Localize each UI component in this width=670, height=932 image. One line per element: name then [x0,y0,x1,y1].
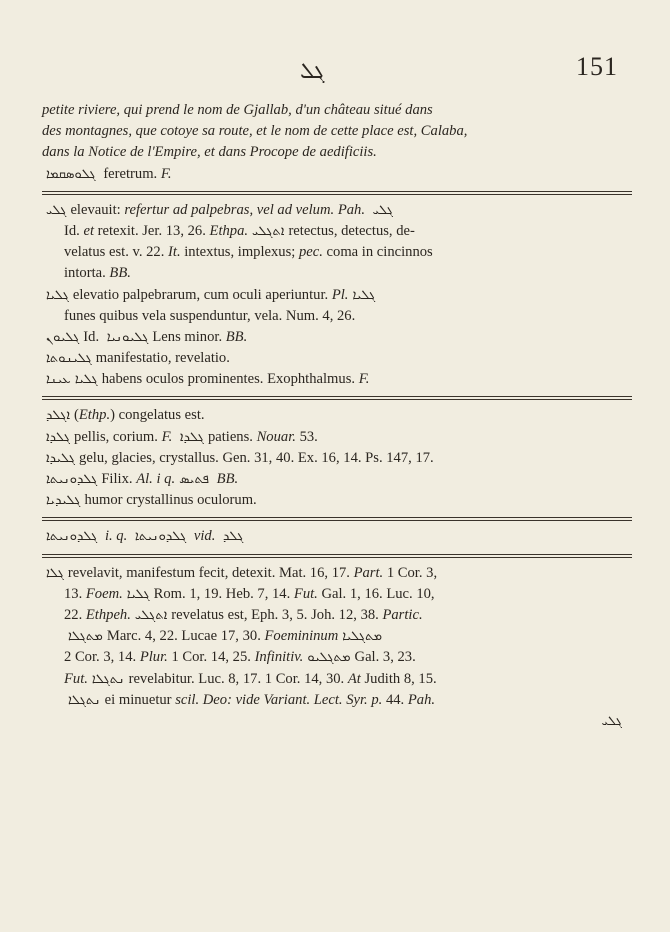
italic-text: vid. [190,528,219,545]
syriac-headword: ܓܠܐ [46,565,64,581]
entry-line [42,563,632,584]
entry-text: 44. [382,691,408,708]
syriac-word: ܦܬܝܣ [179,472,209,487]
entry-line [42,327,632,348]
entry-text: 13. [64,585,86,602]
syriac-word: ܡܬܓܠܐ [68,629,103,645]
entry-text: patiens. [207,428,257,445]
entry-text: Filix. [101,471,137,487]
italic-text: Partic. [382,606,423,623]
entry-text: Id. [83,328,103,345]
section-b [42,405,632,511]
italic-text: Ethp. [78,407,111,424]
syriac-word: ܓܠܝܐ [352,287,376,303]
syriac-word: ܐܬܓܠܝ [134,607,168,623]
syriac-headword: ܓܠܝܐ ܥܝܢܐ [46,372,98,388]
entry-text: feretrum. [103,165,158,182]
entry-line [42,448,632,469]
italic-text: Ethpeh. [85,606,131,623]
entry-text: intextus, implexus; [180,244,299,261]
entry-line [42,285,632,306]
entry-text: 1 Cor. 3, [383,564,438,581]
syriac-headword: ܓܠܕܐ [46,429,71,445]
intro-line: dans la Notice de l'Empire, et dans Procope de aedificiis. [42,144,377,161]
entry-line [42,526,632,547]
syriac-headword: ܓܠܝܕܐ [46,450,76,466]
italic-text: Infinitiv. [254,649,304,666]
intro-line: petite riviere, qui prend le nom de Gjallab, d'un château situé dans [42,102,433,118]
syriac-word: ܓܠܕ [223,529,244,545]
syriac-word: ܓܠܕܘܢܝܬܐ [134,529,187,545]
entry-text: 2 Cor. 3, 14. [64,649,140,666]
running-headword: ܓܠ [300,58,325,83]
syriac-word: ܡܬܓܠܝܘ [307,650,351,666]
italic-text: At [347,670,361,687]
entry-line [42,605,632,626]
entry-text: Id. [64,222,84,239]
dictionary-text [42,100,632,732]
page-header [0,52,670,92]
syriac-word: ܡܬܓܠܝܐ [342,629,383,645]
section-a [42,200,632,391]
entry-text: elevatio palpebrarum, cum oculi aperiuntur. [72,286,332,303]
entry-text: retectus, detectus, de- [288,222,415,239]
section-divider [42,517,632,521]
entry-text: revelabitur. Luc. 8, 17. 1 Cor. 14, 30. [128,670,348,687]
entry-text: elevauit: [70,201,125,218]
italic-text: It. [168,244,181,261]
italic-text: pec. [298,244,323,261]
syriac-headword: ܓܠܝ [46,202,67,218]
entry-line [42,348,632,369]
entry-text: funes quibus vela suspenduntur, vela. Num. 4, 26. [64,307,356,324]
entry-text: 53. [295,428,318,445]
entry-line [42,647,632,668]
entry-line [42,405,632,426]
entry-line [42,369,632,390]
italic-text: Foemininum [264,628,339,645]
section-divider [42,396,632,400]
syriac-headword: ܓܠܕܘܢܝܬܐ [46,529,98,545]
entry-line [42,584,632,605]
syriac-word: ܐܬܓܠܝ [252,223,285,239]
section-d [42,563,632,711]
entry-line [42,690,632,711]
syriac-headword: ܓܠܝܢܘܬܐ [46,351,92,367]
catchword: ܓܠܝ [601,713,622,729]
italic-text: Al. i q. [136,471,176,487]
entry-text: Gal. 1, 16. Luc. 10, [317,585,435,602]
italic-text: Foem. [85,585,123,602]
section-divider [42,554,632,558]
italic-text: Pah. [407,691,436,708]
italic-text: Fut. [293,585,318,602]
entry-text: Gal. 3, 23. [354,649,416,666]
entry-source: F. [160,165,172,182]
entry-text: gelu, glacies, crystallus. Gen. 31, 40. Ex. 16, 14. Ps. 147, 17. [79,449,434,466]
entry-line [42,221,632,242]
entry-text: ) congelatus est. [110,407,205,424]
entry-text: intorta. [64,265,110,282]
italic-text: BB. [109,265,131,282]
entry-line [42,306,632,327]
entry-line [42,242,632,263]
syriac-word: ܢܬܓܠܐ [68,692,101,708]
syriac-headword: ܓܠܝܕܝܐ [46,493,81,509]
entry-text: habens oculos prominentes. Exophthalmus. [101,371,359,388]
entry-text: ei minuetur [104,691,176,708]
syriac-headword: ܐܓܠܕ [46,408,71,424]
intro-line: des montagnes, que cotoye sa route, et le nom de cette place est, Calaba, [42,123,468,140]
section-divider [42,191,632,195]
entry-text: retexit. Jer. 13, 26. [94,222,210,239]
syriac-headword: ܓܠܝܘܢ [46,329,80,345]
entry-text [172,429,176,445]
entry-text: Marc. 4, 22. Lucae 17, 30. [106,628,265,645]
italic-text: Pl. [331,286,349,303]
italic-text: et [83,222,95,239]
italic-text: Nouar. [256,428,296,445]
page-number: 151 [576,52,618,81]
italic-text: F. [358,371,370,388]
entry-text: ( [74,407,79,424]
catchword-line [42,711,632,732]
entry-line [42,490,632,511]
entry-line [42,469,632,490]
entry-line [42,200,632,221]
entry-text: manifestatio, revelatio. [95,350,230,367]
entry-text: revelatus est, Eph. 3, 5. Joh. 12, 38. [171,606,383,623]
entry-text: coma in cincinnos [322,244,433,261]
entry-text: revelavit, manifestum fecit, detexit. Mat. 16, 17. [67,564,354,581]
italic-text: Ethpa. [209,222,249,239]
syriac-headword: ܓܠܝܐ [46,287,69,303]
syriac-word: ܓܠܝ [372,202,394,218]
italic-text: BB. [216,471,239,487]
syriac-word: ܓܠܝܐ [126,586,150,602]
syriac-word: ܓܠܕܐ [179,429,204,445]
italic-text: Plur. [139,649,168,666]
italic-text: i. q. [101,528,131,545]
entry-text: humor crystallinus oculorum. [84,492,257,509]
entry-text: 1 Cor. 14, 25. [167,649,255,666]
section-c [42,526,632,547]
entry-line [42,427,632,448]
entry-line [42,669,632,690]
italic-text: Part. [353,564,384,581]
syriac-word: ܢܬܓܠܐ [91,671,125,687]
italic-text: BB. [225,328,248,345]
entry-text: pellis, corium. [74,428,162,445]
italic-text: F. [161,428,173,445]
syriac-headword: ܓܠܘܣܩܡܐ [46,166,96,182]
entry-feretrum [42,164,632,185]
entry-text: Judith 8, 15. [360,670,437,687]
entry-line [42,263,632,284]
entry-text: velatus est. v. 22. [64,244,169,261]
entry-text: Rom. 1, 19. Heb. 7, 14. [153,585,294,602]
italic-text: refertur ad palpebras, vel ad velum. [124,201,335,218]
syriac-headword: ܓܠܕܘܢܝܬܐ [46,472,98,487]
italic-text: scil. Deo: vide Variant. Lect. Syr. p. [175,691,383,708]
entry-text: Lens minor. [152,328,226,345]
italic-text: Pah. [334,201,369,218]
entry-line [42,626,632,647]
entry-text: 22. [64,606,86,623]
italic-text: Fut. [64,670,88,687]
syriac-word: ܓܠܝܘܢܝܐ [106,329,149,345]
